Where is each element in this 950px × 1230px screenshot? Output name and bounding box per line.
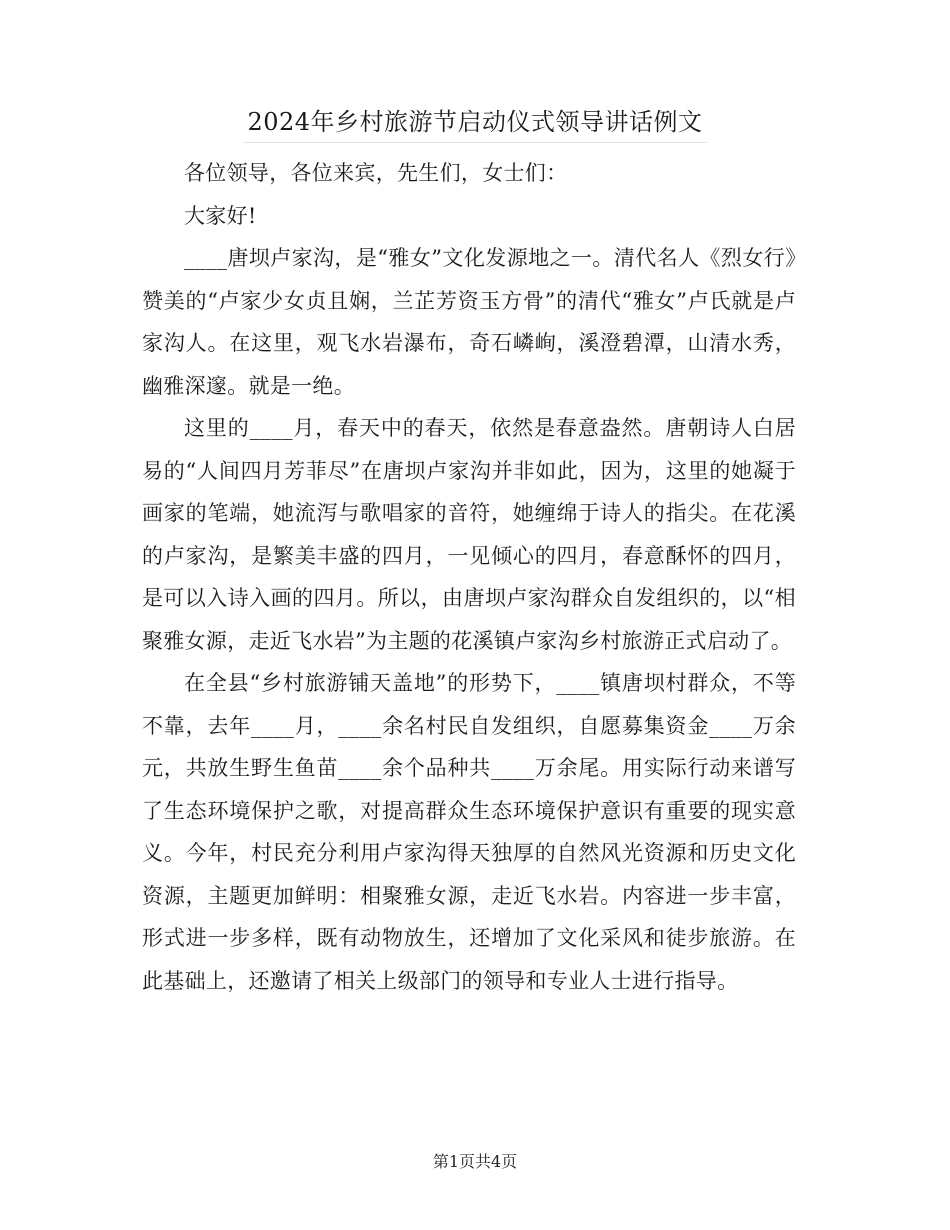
page-number: 第1页共4页 — [432, 1152, 518, 1171]
paragraph-greeting: 大家好! — [184, 203, 257, 228]
paragraph-salutation: 各位领导，各位来宾，先生们，女士们： — [184, 161, 568, 185]
document-body — [142, 152, 796, 1002]
document-title-wrapper — [0, 102, 950, 143]
paragraph-spring: 这里的____月，春天中的春天，依然是春意盎然。唐朝诗人白居易的“人间四月芳菲尽”在唐坝卢家沟并非如此，因为，这里的她凝于画家的笔端，她流泻与歌唱家的音符，她缠绵于诗人的指尖。在花溪的卢家沟，是繁美丰盛的四月，一见倾心的四月，春意酥怀的四月，是可以入诗入画的四月。所以，由唐坝卢家沟群众自发组织的，以“相聚雅女源，走近飞水岩”为主题的花溪镇卢家沟乡村旅游正式启动了。 — [142, 416, 796, 653]
paragraph-intro: ____唐坝卢家沟，是“雅女”文化发源地之一。清代名人《烈女行》赞美的“卢家少女贞且娴，兰芷芳资玉方骨”的清代“雅女”卢氏就是卢家沟人。在这里，观飞水岩瀑布，奇石嶙峋，溪澄碧潭，山清水秀，幽雅深邃。就是一绝。 — [142, 246, 796, 398]
document-title: 2024年乡村旅游节启动仪式领导讲话例文 — [243, 102, 706, 143]
paragraph-tourism: 在全县“乡村旅游铺天盖地”的形势下，____镇唐坝村群众，不等不靠，去年____月，____余名村民自发组织，自愿募集资金____万余元，共放生野生鱼苗____余个品种共____万余尾。用实际行动来谱写了生态环境保护之歌，对提高群众生态环境保护意识有重要的现实意义。今年，村民充分利用卢家沟得天独厚的自然风光资源和历史文化资源，主题更加鲜明：相聚雅女源，走近飞水岩。内容进一步丰富，形式进一步多样，既有动物放生，还增加了文化采风和徒步旅游。在此基础上，还邀请了相关上级部门的领导和专业人士进行指导。 — [142, 671, 796, 993]
